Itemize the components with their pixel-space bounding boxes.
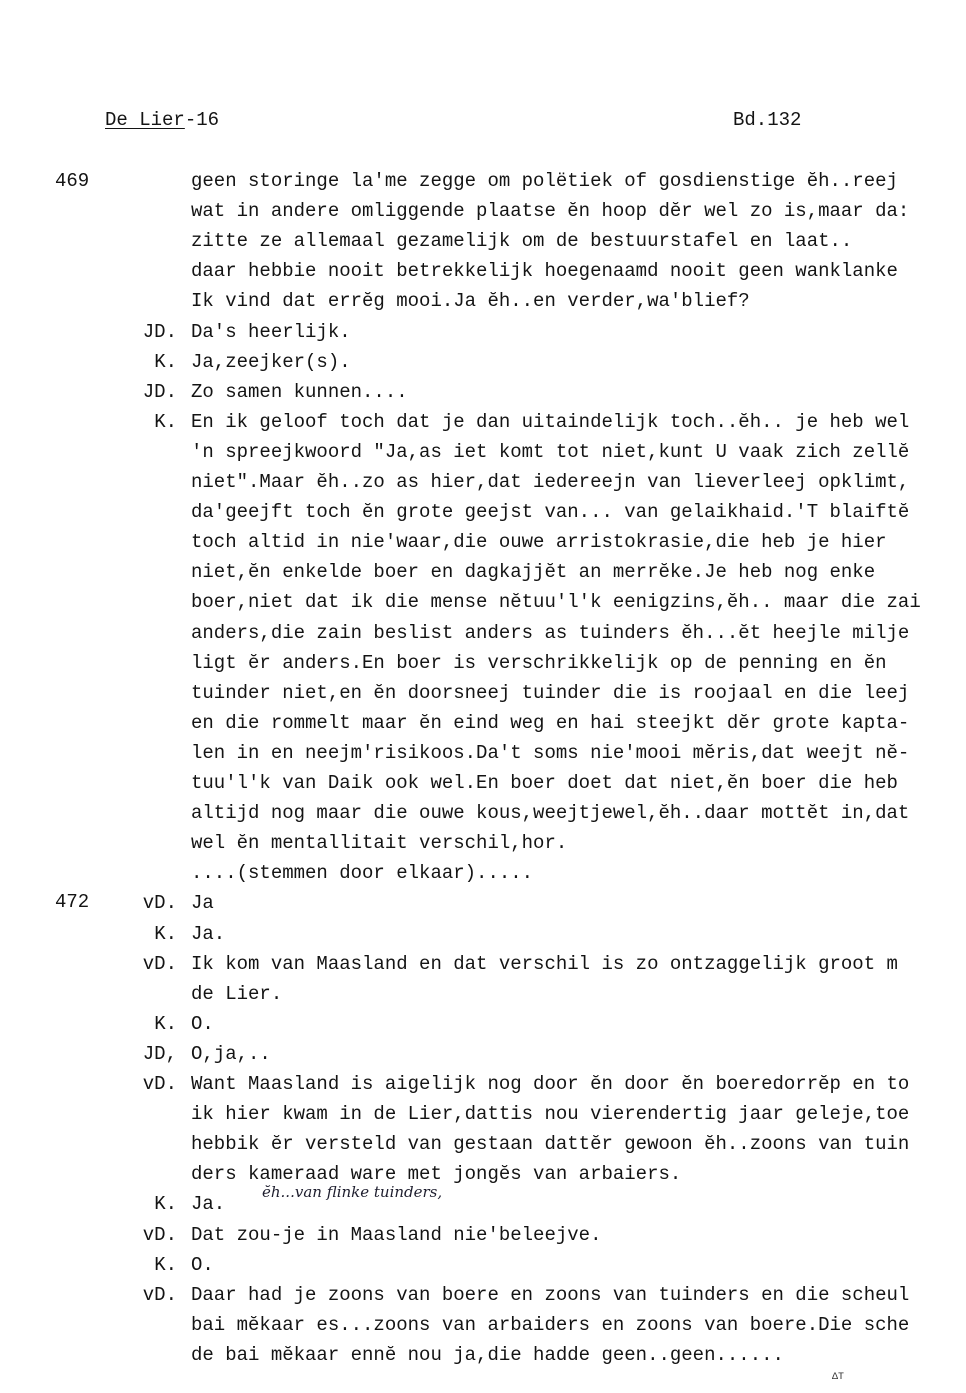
utterance-text: niet".Maar ĕh..zo as hier,dat iedereejn van lieverleej opklimt, xyxy=(191,471,910,493)
transcript-line xyxy=(0,949,966,979)
transcript-line xyxy=(0,1340,966,1370)
transcript-line xyxy=(0,196,966,226)
transcript-line xyxy=(0,1069,966,1099)
speaker-label: K. xyxy=(154,1254,177,1276)
transcript-line xyxy=(0,347,966,377)
utterance-text: altijd nog maar die ouwe kous,weejtjewel,ĕh..daar mottĕt in,dat xyxy=(191,802,910,824)
utterance-text: Da's heerlijk. xyxy=(191,321,351,343)
utterance-text: len in en neejm'risikoos.Da't soms nie'mooi mĕris,dat weejt nĕ- xyxy=(191,742,910,764)
utterance-text: Ja. xyxy=(191,923,226,945)
transcript-line xyxy=(0,587,966,617)
transcript-line xyxy=(0,407,966,437)
handwritten-annotation: ĕh...van flinke tuinders, xyxy=(262,1183,443,1201)
transcript-line xyxy=(0,1280,966,1310)
speaker-label: K. xyxy=(154,351,177,373)
transcript-line xyxy=(0,437,966,467)
transcript-line xyxy=(0,377,966,407)
transcript-line xyxy=(0,1250,966,1280)
transcript-line xyxy=(0,798,966,828)
transcript-line xyxy=(0,888,966,918)
transcript-line xyxy=(0,648,966,678)
utterance-text: boer,niet dat ik die mense nĕtuu'l'k eenigzins,ĕh.. maar die zai xyxy=(191,591,921,613)
utterance-text: geen storinge la'me zegge om polëtiek of gosdienstige ĕh..reej xyxy=(191,170,898,192)
utterance-text: Want Maasland is aigelijk nog door ĕn door ĕn boeredorrĕp en to xyxy=(191,1073,910,1095)
utterance-text: Ja. xyxy=(191,1193,226,1215)
page-reference: Bd.132 xyxy=(733,109,802,131)
speaker-label: vD. xyxy=(142,1073,177,1095)
line-number-472: 472 xyxy=(55,891,90,913)
document-title xyxy=(105,108,219,132)
footer-mark: ΔΤ xyxy=(832,1372,845,1383)
utterance-text: daar hebbie nooit betrekkelijk hoegenaamd nooit geen wanklanke xyxy=(191,260,898,282)
utterance-text: zitte ze allemaal gezamelijk om de bestuurstafel en laat.. xyxy=(191,230,853,252)
speaker-label: K. xyxy=(154,1013,177,1035)
transcript-line xyxy=(0,317,966,347)
speaker-label: K. xyxy=(154,923,177,945)
utterance-text: de Lier. xyxy=(191,983,283,1005)
utterance-text: en die rommelt maar ĕn eind weg en hai steejkt dĕr grote kapta- xyxy=(191,712,910,734)
transcript-line xyxy=(0,166,966,196)
utterance-text: Ik kom van Maasland en dat verschil is zo ontzaggelijk groot m xyxy=(191,953,898,975)
utterance-text: anders,die zain beslist anders as tuinders ĕh...ĕt heejle milje xyxy=(191,622,910,644)
utterance-text: Zo samen kunnen.... xyxy=(191,381,408,403)
utterance-text: O,ja,.. xyxy=(191,1043,271,1065)
transcript-line xyxy=(0,1039,966,1069)
transcript-line xyxy=(0,226,966,256)
transcript-line xyxy=(0,1189,966,1219)
transcript-line xyxy=(0,497,966,527)
transcript-line xyxy=(0,286,966,316)
document-title-number: -16 xyxy=(184,109,220,131)
utterance-text: En ik geloof toch dat je dan uitaindelijk toch..ĕh.. je heb wel xyxy=(191,411,910,433)
transcript-line xyxy=(0,738,966,768)
utterance-text: wat in andere omliggende plaatse ĕn hoop dĕr wel zo is,maar da: xyxy=(191,200,910,222)
utterance-text: Dat zou-je in Maasland nie'beleejve. xyxy=(191,1224,602,1246)
transcript-line xyxy=(0,768,966,798)
utterance-text: tuu'l'k van Daik ook wel.En boer doet dat niet,ĕn boer die heb xyxy=(191,772,898,794)
transcript-line xyxy=(0,1129,966,1159)
speaker-label: vD. xyxy=(142,1284,177,1306)
transcript-line xyxy=(0,256,966,286)
transcript-line xyxy=(0,557,966,587)
utterance-text: wel ĕn mentallitait verschil,hor. xyxy=(191,832,568,854)
document-title-place: De Lier xyxy=(105,109,185,131)
utterance-text: hebbik ĕr versteld van gestaan dattĕr gewoon ĕh..zoons van tuin xyxy=(191,1133,910,1155)
utterance-text: ....(stemmen door elkaar)..... xyxy=(191,862,534,884)
transcript-line xyxy=(0,1159,966,1189)
line-number-469: 469 xyxy=(55,170,90,192)
utterance-text: ders kameraad ware met jongĕs van arbaiers. xyxy=(191,1163,682,1185)
utterance-text: ligt ĕr anders.En boer is verschrikkelijk op de penning en ĕn xyxy=(191,652,887,674)
speaker-label: vD. xyxy=(142,892,177,914)
speaker-label: vD. xyxy=(142,1224,177,1246)
utterance-text: Ja xyxy=(191,892,214,914)
transcript-line xyxy=(0,708,966,738)
utterance-text: toch altid in nie'waar,die ouwe arristokrasie,die heb je hier xyxy=(191,531,887,553)
transcript-line xyxy=(0,828,966,858)
transcript-line xyxy=(0,527,966,557)
utterance-text: Ik vind dat errĕg mooi.Ja ĕh..en verder,wa'blief? xyxy=(191,290,750,312)
transcript-line xyxy=(0,1009,966,1039)
utterance-text: tuinder niet,en ĕn doorsneej tuinder die is roojaal en die leej xyxy=(191,682,910,704)
utterance-text: de bai mĕkaar ennĕ nou ja,die hadde geen..geen...... xyxy=(191,1344,784,1366)
transcript-line xyxy=(0,1220,966,1250)
speaker-label: JD, xyxy=(142,1043,177,1065)
speaker-label: vD. xyxy=(142,953,177,975)
utterance-text: ik hier kwam in de Lier,dattis nou vierendertig jaar geleje,toe xyxy=(191,1103,910,1125)
utterance-text: niet,ĕn enkelde boer en dagkajjĕt an merrĕke.Je heb nog enke xyxy=(191,561,876,583)
transcript-line xyxy=(0,1099,966,1129)
speaker-label: JD. xyxy=(142,381,177,403)
utterance-text: da'geejft toch ĕn grote geejst van... van gelaikhaid.'T blaiftĕ xyxy=(191,501,910,523)
utterance-text: bai mĕkaar es...zoons van arbaiders en zoons van boere.Die sche xyxy=(191,1314,910,1336)
utterance-text: 'n spreejkwoord "Ja,as iet komt tot niet,kunt U vaak zich zellĕ xyxy=(191,441,910,463)
utterance-text: O. xyxy=(191,1254,214,1276)
utterance-text: Ja,zeejker(s). xyxy=(191,351,351,373)
speaker-label: K. xyxy=(154,1193,177,1215)
speaker-label: K. xyxy=(154,411,177,433)
transcript-line xyxy=(0,1310,966,1340)
transcript-line xyxy=(0,618,966,648)
utterance-text: O. xyxy=(191,1013,214,1035)
transcript-line xyxy=(0,467,966,497)
transcript-line xyxy=(0,678,966,708)
utterance-text: Daar had je zoons van boere en zoons van tuinders en die scheul xyxy=(191,1284,910,1306)
transcript-line xyxy=(0,919,966,949)
speaker-label: JD. xyxy=(142,321,177,343)
transcript-line xyxy=(0,979,966,1009)
transcript-line xyxy=(0,858,966,888)
